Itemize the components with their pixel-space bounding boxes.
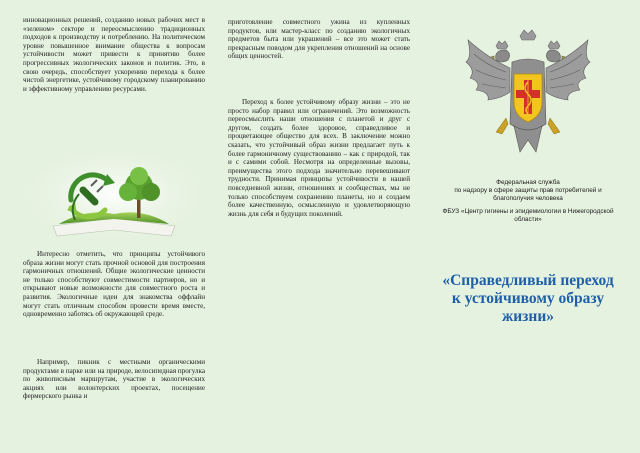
middle-paragraph-continue: приготовление совместного ужина из купленных продуктов, или мастер-класс по созданию экологичных предметов быта или украшений – все это может стать прекрасным поводом для укрепления отношений на основе общих ценностей. (228, 18, 410, 61)
title-line: «Справедливый переход (442, 272, 614, 289)
agency-line: Федеральная служба (496, 179, 560, 186)
center-line: ФБУЗ «Центр гигиены и эпидемиологии в Нижегородской (442, 208, 614, 216)
double-headed-eagle-emblem-icon (458, 28, 598, 162)
title-line: к устойчивому образу (451, 290, 605, 307)
left-paragraph-picnic: Например, пикник с местными органическими продуктами в парке или на природе, велосипедная прогулка по живописным маршрутам, участие в экологических акциях или волонтерских проектах, посещение фермерского рынка и (23, 358, 205, 401)
eco-illustration (31, 156, 197, 242)
left-paragraph-interesting: Интересно отметить, что принципы устойчивого образа жизни могут стать прочной основой для построения гармоничных отношений. Общие экологические ценности не только способствуют совместимости партнеров, но и открывают новые возможности для совместного роста и развития. Экологичные идеи для знакомства оффлайн могут стать отличным способом провести время вместе, одновременно заботясь об окружающей среде. (23, 250, 205, 319)
crown-icon (496, 30, 560, 49)
agency-block (430, 179, 626, 224)
left-intro-paragraph: инновационных решений, созданию новых рабочих мест в «зеленом» секторе и переосмыслению традиционных подходов к производству и потреблению. На политическом уровне повышенное внимание общества к вопросам устойчивости может привести к принятию более прогрессивных экологических законов и политик. Это, в свою очередь, способствует ускорению перехода к более чистой энергетике, устойчивому городскому планированию и эффективному управлению ресурсами. (23, 16, 205, 93)
agency-line: благополучия человека (493, 194, 563, 202)
middle-paragraph-conclusion: Переход к более устойчивому образу жизни – это не просто набор правил или ограничений. Это возможность переосмыслить наши отношения с планетой и друг с другом, создать более здоровое, справедливое и процветающее общество для всех. В заключение можно сказать, что устойчивый образ жизни предлагает путь к более гармоничному существованию – как с природой, так и с самими собой. Несмотря на определенные вызовы, преимущества этого подхода значительно перевешивают трудности. Принимая принципы устойчивости в нашей повседневной жизни, отношениях и сообществах, мы не только способствуем сохранению планеты, но и создаем более качественную, осмысленную и удовлетворяющую жизнь для себя и будущих поколений. (228, 98, 410, 218)
shield-icon (514, 74, 542, 122)
title-line: жизни» (501, 308, 554, 325)
tail (514, 126, 542, 152)
agency-line: по надзору в сфере защиты прав потребителей и (454, 186, 602, 194)
brochure-title (430, 272, 626, 326)
center-line: области» (514, 216, 542, 224)
